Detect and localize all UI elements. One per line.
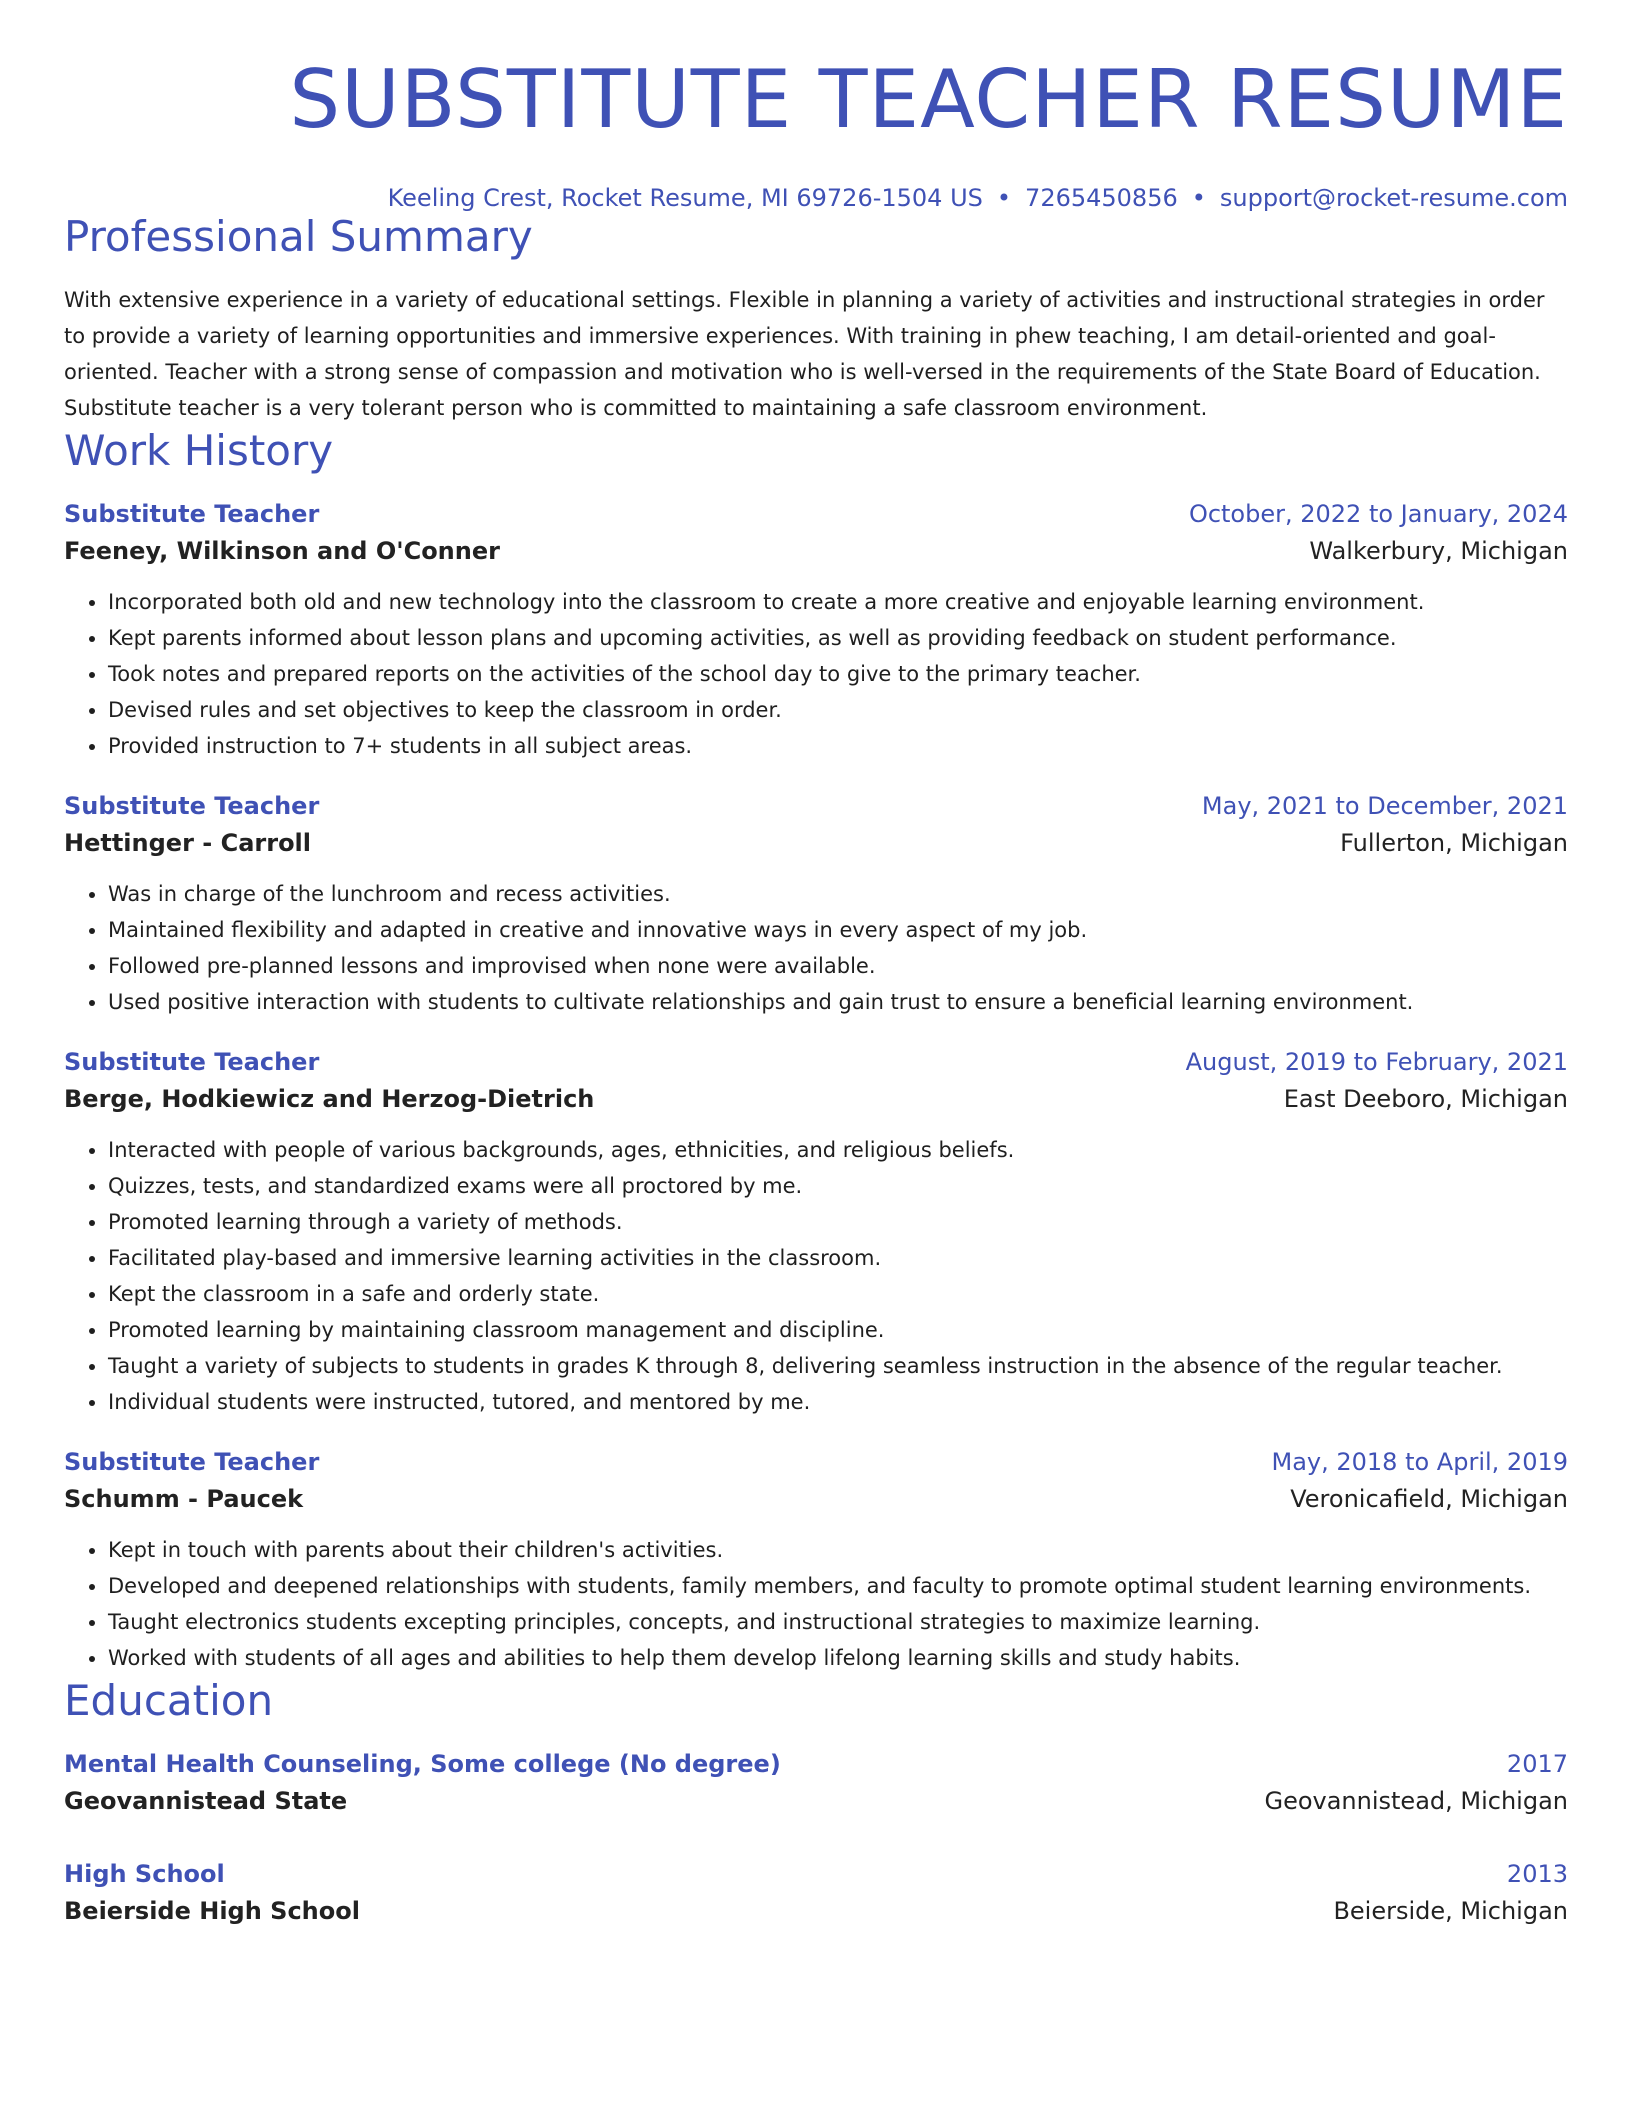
job-bullet: • Worked with students of all ages and abilities to help them develop lifelong learning skills and study habits.	[108, 1640, 1568, 1676]
work-history-section	[64, 426, 1568, 1676]
job-bullet: • Interacted with people of various backgrounds, ages, ethnicities, and religious beliefs.	[108, 1132, 1568, 1168]
education-section	[64, 1676, 1568, 1930]
job-dates: May, 2018 to April, 2019	[1271, 1448, 1568, 1476]
job-bullet: • Provided instruction to 7+ students in all subject areas.	[108, 728, 1568, 764]
job-bullet: • Taught electronics students excepting principles, concepts, and instructional strategies to maximize learning.	[108, 1604, 1568, 1640]
separator-dot: •	[1191, 184, 1206, 212]
education-school: Geovannistead State	[64, 1787, 348, 1815]
address: Keeling Crest, Rocket Resume, MI 69726-1504 US	[387, 184, 983, 212]
job-entry	[64, 1444, 1568, 1676]
education-entry	[64, 1856, 1568, 1930]
job-bullets	[64, 876, 1568, 1020]
section-title-summary: Professional Summary	[64, 212, 533, 261]
job-employer: Hettinger - Carroll	[64, 829, 312, 857]
section-title-education: Education	[64, 1676, 274, 1725]
job-entry	[64, 1044, 1568, 1420]
education-location: Geovannistead, Michigan	[1264, 1787, 1568, 1815]
job-dates: October, 2022 to January, 2024	[1188, 500, 1568, 528]
job-location: Fullerton, Michigan	[1340, 829, 1568, 857]
job-employer: Schumm - Paucek	[64, 1485, 304, 1513]
education-degree: High School	[64, 1860, 225, 1888]
job-bullet: • Incorporated both old and new technology into the classroom to create a more creative and enjoyable learning environment.	[108, 584, 1568, 620]
job-bullets	[64, 1132, 1568, 1420]
job-location: East Deeboro, Michigan	[1283, 1085, 1568, 1113]
separator-dot: •	[996, 184, 1012, 212]
job-role: Substitute Teacher	[64, 1448, 320, 1476]
section-title-work-history: Work History	[64, 426, 334, 475]
job-bullet: • Taught a variety of subjects to students in grades K through 8, delivering seamless instruction in the absence of the regular teacher.	[108, 1348, 1568, 1384]
job-bullet: • Developed and deepened relationships with students, family members, and faculty to promote optimal student learning environments.	[108, 1568, 1568, 1604]
job-location: Veronicafield, Michigan	[1290, 1485, 1568, 1513]
job-bullet: • Quizzes, tests, and standardized exams were all proctored by me.	[108, 1168, 1568, 1204]
job-bullet: • Maintained flexibility and adapted in creative and innovative ways in every aspect of my job.	[108, 912, 1568, 948]
job-bullet: • Facilitated play-based and immersive learning activities in the classroom.	[108, 1240, 1568, 1276]
education-entry	[64, 1746, 1568, 1820]
job-dates: May, 2021 to December, 2021	[1201, 792, 1568, 820]
job-bullets	[64, 584, 1568, 764]
job-role: Substitute Teacher	[64, 1048, 320, 1076]
job-bullet: • Kept in touch with parents about their children's activities.	[108, 1532, 1568, 1568]
education-degree: Mental Health Counseling, Some college (No degree)	[64, 1750, 781, 1778]
job-dates: August, 2019 to February, 2021	[1185, 1048, 1568, 1076]
job-bullet: • Took notes and prepared reports on the activities of the school day to give to the primary teacher.	[108, 656, 1568, 692]
education-year: 2013	[1506, 1860, 1568, 1888]
job-bullet: • Was in charge of the lunchroom and recess activities.	[108, 876, 1568, 912]
phone: 7265450856	[1025, 184, 1178, 212]
job-bullet: • Devised rules and set objectives to keep the classroom in order.	[108, 692, 1568, 728]
education-year: 2017	[1506, 1750, 1568, 1778]
job-bullet: • Kept parents informed about lesson plans and upcoming activities, as well as providing feedback on student performance.	[108, 620, 1568, 656]
education-location: Beierside, Michigan	[1333, 1897, 1568, 1925]
job-role: Substitute Teacher	[64, 792, 320, 820]
job-bullets	[64, 1532, 1568, 1676]
job-entry	[64, 788, 1568, 1020]
job-bullet: • Individual students were instructed, tutored, and mentored by me.	[108, 1384, 1568, 1420]
job-bullet: • Followed pre-planned lessons and improvised when none were available.	[108, 948, 1568, 984]
job-bullet: • Kept the classroom in a safe and orderly state.	[108, 1276, 1568, 1312]
job-bullet: • Promoted learning through a variety of methods.	[108, 1204, 1568, 1240]
email-link[interactable]: support@rocket-resume.com	[1219, 184, 1568, 212]
job-entry	[64, 496, 1568, 764]
job-bullet: • Used positive interaction with students to cultivate relationships and gain trust to ensure a beneficial learning environment.	[108, 984, 1568, 1020]
education-school: Beierside High School	[64, 1897, 360, 1925]
summary-text: With extensive experience in a variety of educational settings. Flexible in planning a variety of activities and instructional strategies in order to provide a variety of learning opportunities and immersive experiences. With training in phew teaching, I am detail-oriented and goal-oriented. Teacher with a strong sense of compassion and motivation who is well-versed in the requirements of the State Board of Education. Substitute teacher is a very tolerant person who is committed to maintaining a safe classroom environment.	[64, 288, 1545, 420]
job-location: Walkerbury, Michigan	[1309, 537, 1568, 565]
contact-line	[64, 184, 1568, 212]
job-bullet: • Promoted learning by maintaining classroom management and discipline.	[108, 1312, 1568, 1348]
job-employer: Berge, Hodkiewicz and Herzog-Dietrich	[64, 1085, 595, 1113]
resume-header	[64, 0, 1568, 212]
summary-section	[64, 212, 1568, 426]
resume-title: SUBSTITUTE TEACHER RESUME	[289, 53, 1568, 146]
job-employer: Feeney, Wilkinson and O'Conner	[64, 537, 500, 565]
job-role: Substitute Teacher	[64, 500, 320, 528]
